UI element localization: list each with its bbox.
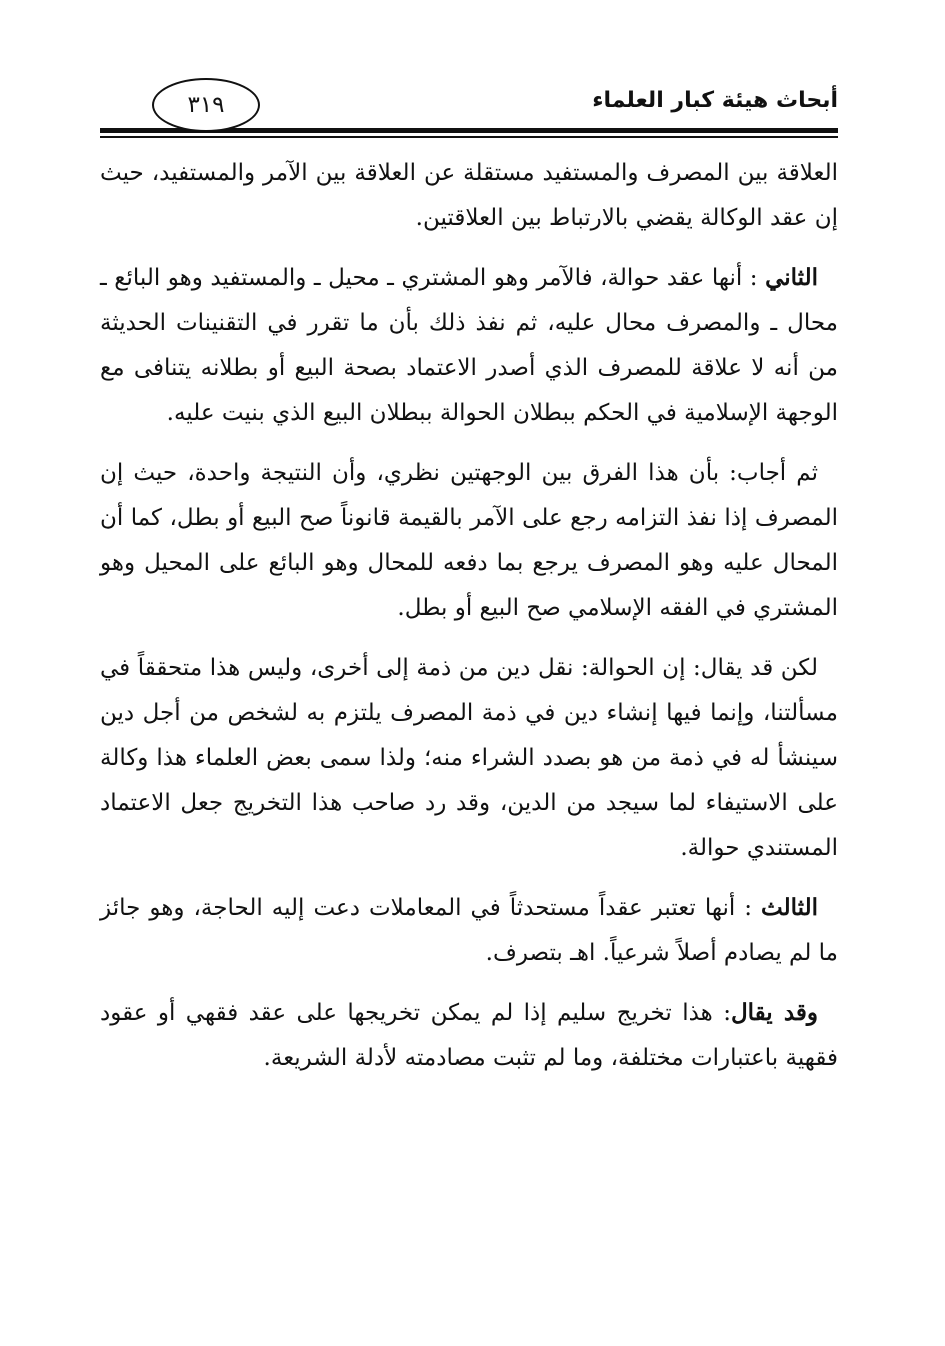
paragraph-6-text: : هذا تخريج سليم إذا لم يمكن تخريجها على عقد فقهي أو عقود فقهية باعتبارات مختلفة، وما لم تثبت مصادمته لأدلة الشريعة. <box>100 1000 838 1071</box>
paragraph-5-lead: الثالث <box>761 894 818 921</box>
paragraph-3 <box>100 450 838 631</box>
running-title: أبحاث هيئة كبار العلماء <box>592 88 838 113</box>
page-header <box>100 70 838 145</box>
paragraph-2-text: : أنها عقد حوالة، فالآمر وهو المشتري ـ محيل ـ والمستفيد وهو البائع ـ محال ـ والمصرف محال عليه، ثم نفذ ذلك بأن ما تقرر في التقنينات الحديثة من أنه لا علاقة للمصرف الذي أصدر الاعتماد بصحة البيع أو بطلانه يتنافى مع الوجهة الإسلامية في الحكم ببطلان الحوالة ببطلان البيع الذي بنيت عليه. <box>100 265 838 426</box>
paragraph-5 <box>100 885 838 976</box>
paragraph-3-text: ثم أجاب: بأن هذا الفرق بين الوجهتين نظري، وأن النتيجة واحدة، حيث إن المصرف إذا نفذ التزامه رجع على الآمر بالقيمة قانوناً صح البيع أو بطل، كما أن المحال عليه وهو المصرف يرجع بما دفعه للمحال وهو البائع على المحيل وهو المشتري في الفقه الإسلامي صح البيع أو بطل. <box>100 460 838 621</box>
page-body <box>100 150 838 1095</box>
paragraph-4 <box>100 645 838 871</box>
paragraph-6-lead: وقد يقال <box>730 999 818 1026</box>
paragraph-1 <box>100 150 838 241</box>
page-number: ٣١٩ <box>152 78 260 132</box>
paragraph-6 <box>100 990 838 1081</box>
paragraph-1-text: العلاقة بين المصرف والمستفيد مستقلة عن العلاقة بين الآمر والمستفيد، حيث إن عقد الوكالة يقضي بالارتباط بين العلاقتين. <box>100 160 838 231</box>
paragraph-2-lead: الثاني <box>765 264 818 291</box>
header-rule-thin <box>100 136 838 138</box>
paragraph-5-text: : أنها تعتبر عقداً مستحدثاً في المعاملات دعت إليه الحاجة، وهو جائز ما لم يصادم أصلاً شرعياً. اهـ بتصرف. <box>100 895 838 966</box>
paragraph-2 <box>100 255 838 436</box>
paragraph-4-text: لكن قد يقال: إن الحوالة: نقل دين من ذمة إلى أخرى، وليس هذا متحققاً في مسألتنا، وإنما فيها إنشاء دين في ذمة المصرف يلتزم به لشخص من أجل دين سينشأ له في ذمة من هو بصدد الشراء منه؛ ولذا سمى بعض العلماء هذا وكالة على الاستيفاء لما سيجد من الدين، وقد رد صاحب هذا التخريج جعل الاعتماد المستندي حوالة. <box>100 655 838 861</box>
